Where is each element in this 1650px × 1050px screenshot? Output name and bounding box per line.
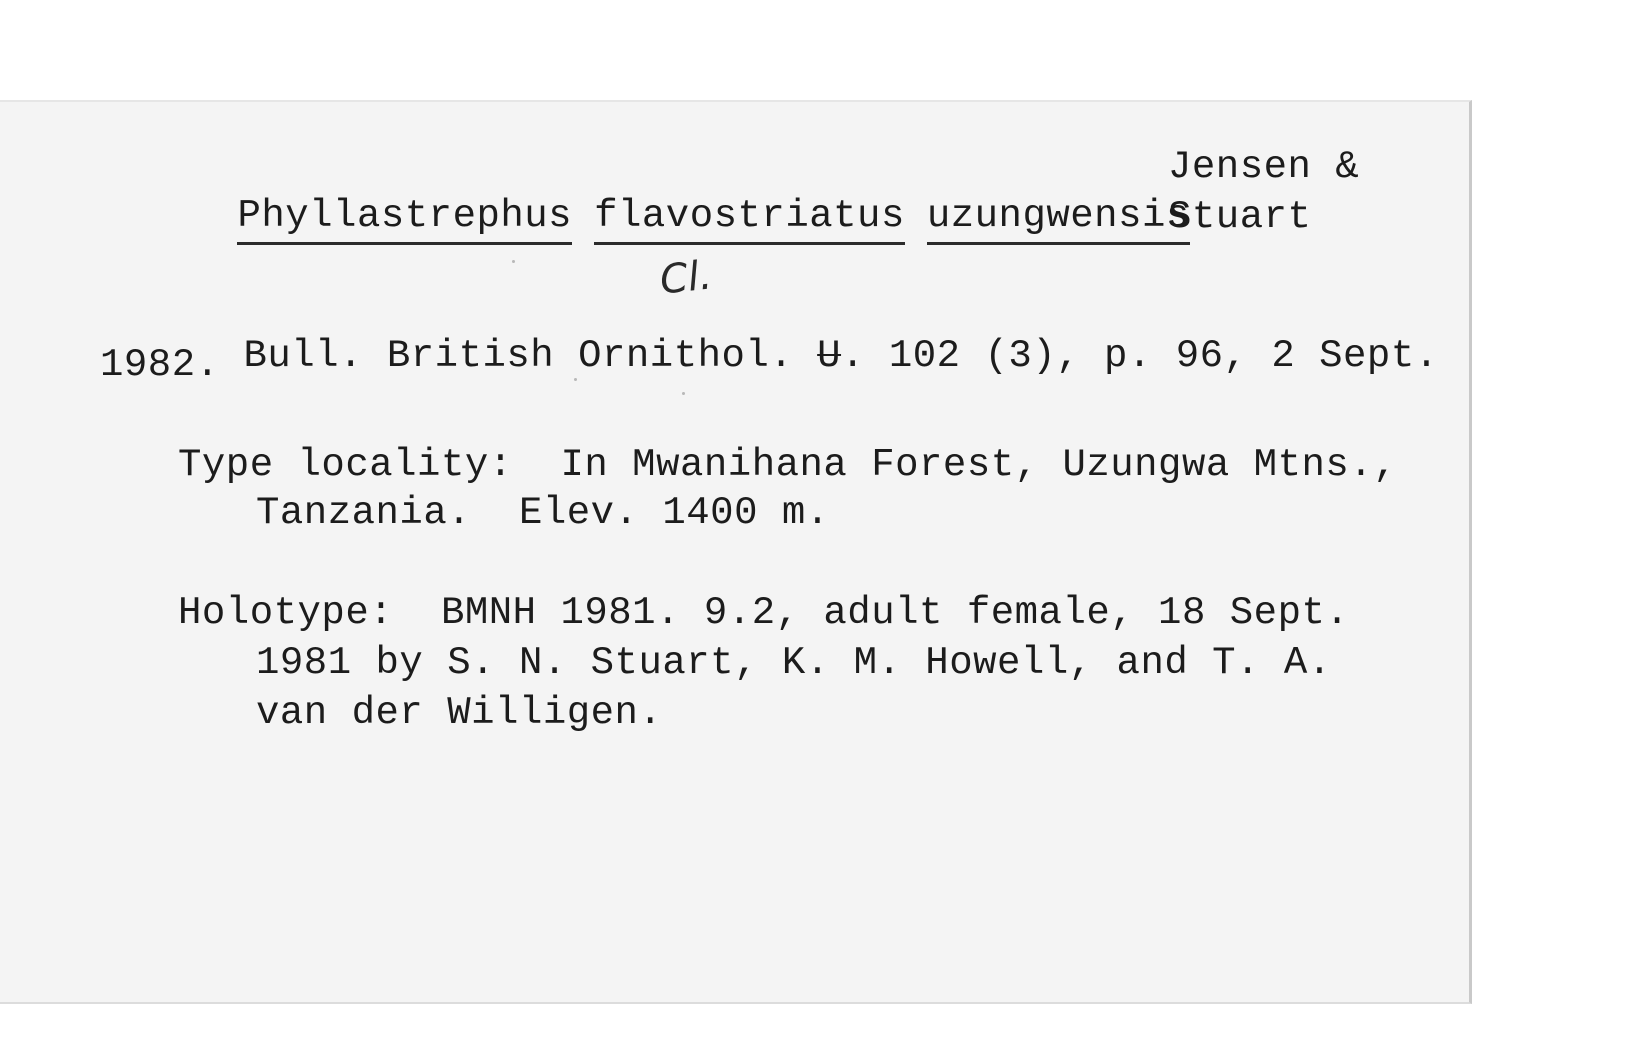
taxon-name — [94, 158, 1190, 284]
genus-name: Phyllastrephus — [237, 197, 572, 245]
authors-line-1: Jensen & — [1168, 145, 1360, 189]
subspecies-name: uzungwensis — [927, 197, 1190, 245]
species-name: flavostriatus — [594, 197, 905, 245]
type-locality-line-1: Type locality: In Mwanihana Forest, Uzungwa Mtns., — [178, 443, 1398, 487]
citation-journal: Bull. British Ornithol. — [243, 334, 818, 378]
paper-speck — [574, 378, 577, 381]
citation-line-2: 1982. — [100, 343, 220, 387]
struck-letter: U — [817, 334, 842, 378]
authors-line-2: Stuart — [1168, 195, 1312, 239]
holotype-line-1: Holotype: BMNH 1981. 9.2, adult female, 18 Sept. — [178, 591, 1350, 635]
index-card — [0, 100, 1472, 1004]
type-locality-line-2: Tanzania. Elev. 1400 m. — [256, 491, 830, 535]
citation-details: . 102 (3), p. 96, 2 Sept. — [841, 334, 1439, 378]
handwritten-correction: Cl. — [657, 252, 715, 304]
holotype-line-2: 1981 by S. N. Stuart, K. M. Howell, and T. A. — [256, 641, 1332, 685]
paper-speck — [512, 260, 515, 263]
holotype-line-3: van der Willigen. — [256, 691, 663, 735]
citation-line-1 — [100, 298, 1439, 415]
paper-speck — [682, 392, 685, 395]
